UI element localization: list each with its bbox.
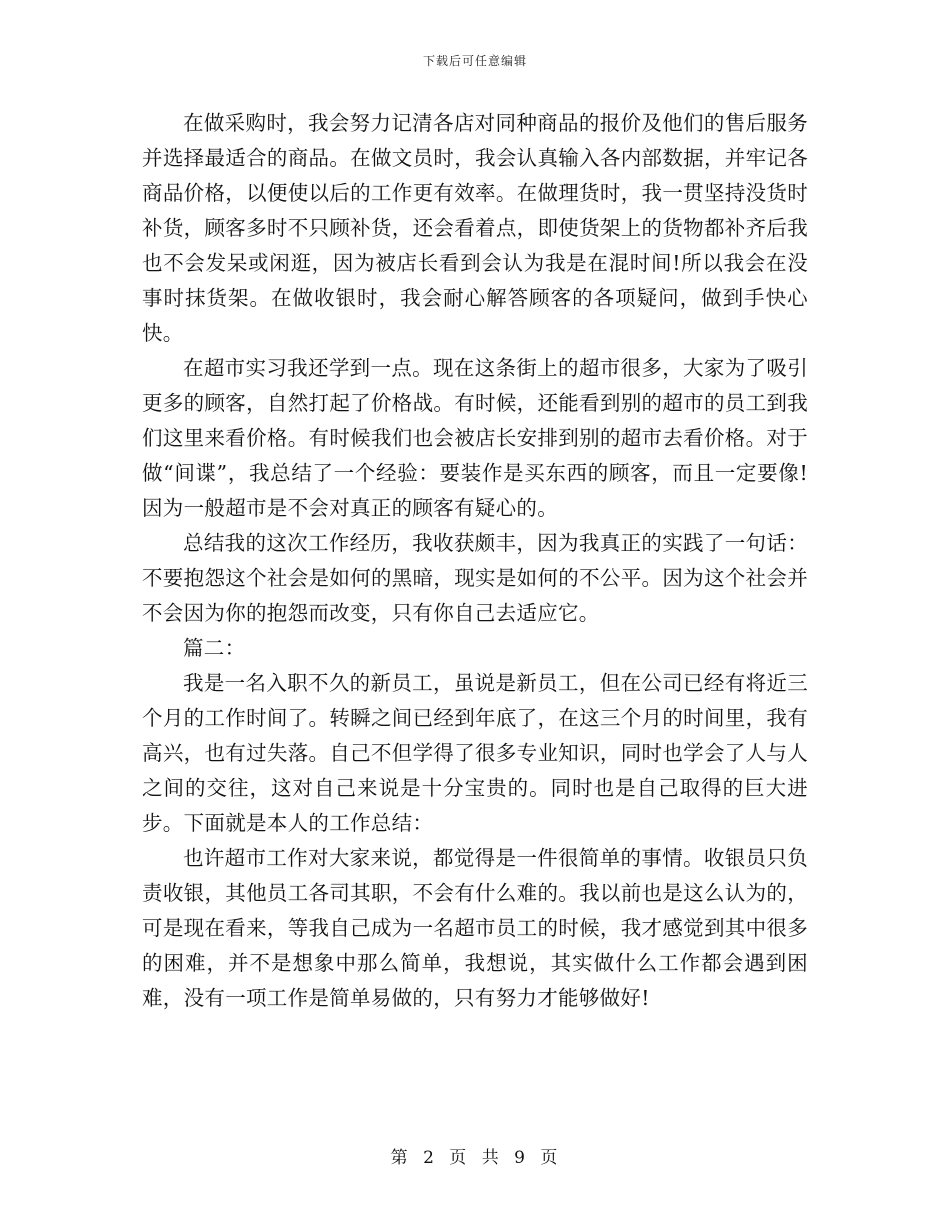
paragraph-price-check: 在超市实习我还学到一点。现在这条街上的超市很多，大家为了吸引更多的顾客，自然打起了价格战。有时候，还能看到别的超市的员工到我们这里来看价格。有时候我们也会被店长安排到别的超市去看价格。对于做“间谍”，我总结了一个经验：要装作是买东西的顾客，而且一定要像!因为一般超市是不会对真正的顾客有疑心的。 [142,356,808,520]
paragraph-summary: 总结我的这次工作经历，我收获颇丰，因为我真正的实践了一句话：不要抱怨这个社会是如何的黑暗，现实是如何的不公平。因为这个社会并不会因为你的抱怨而改变，只有你自己去适应它。 [142,531,808,625]
page-number: 第 2 页 共 9 页 [390,1148,560,1168]
document-body [142,106,808,1016]
paragraph-supermarket-work: 也许超市工作对大家来说，都觉得是一件很简单的事情。收银员只负责收银，其他员工各司其职，不会有什么难的。我以前也是这么认为的，可是现在看来，等我自己成为一名超市员工的时候，我才感觉到其中很多的困难，并不是想象中那么简单，我想说，其实做什么工作都会遇到困难，没有一项工作是简单易做的，只有努力才能够做好! [142,846,808,1010]
section-heading: 篇二： [183,636,246,660]
page-header: 下载后可任意编辑 [422,54,527,68]
paragraph-procurement: 在做采购时，我会努力记清各店对同种商品的报价及他们的售后服务并选择最适合的商品。在做文员时，我会认真输入各内部数据，并牢记各商品价格，以便使以后的工作更有效率。在做理货时，我一贯坚持没货时补货，顾客多时不只顾补货，还会看着点，即使货架上的货物都补齐后我也不会发呆或闲逛，因为被店长看到会认为我是在混时间!所以我会在没事时抹货架。在做收银时，我会耐心解答顾客的各项疑问，做到手快心快。 [142,111,808,345]
paragraph-new-employee: 我是一名入职不久的新员工，虽说是新员工，但在公司已经有将近三个月的工作时间了。转瞬之间已经到年底了，在这三个月的时间里，我有高兴，也有过失落。自己不但学得了很多专业知识，同时也学会了人与人之间的交往，这对自己来说是十分宝贵的。同时也是自己取得的巨大进步。下面就是本人的工作总结： [142,671,808,835]
